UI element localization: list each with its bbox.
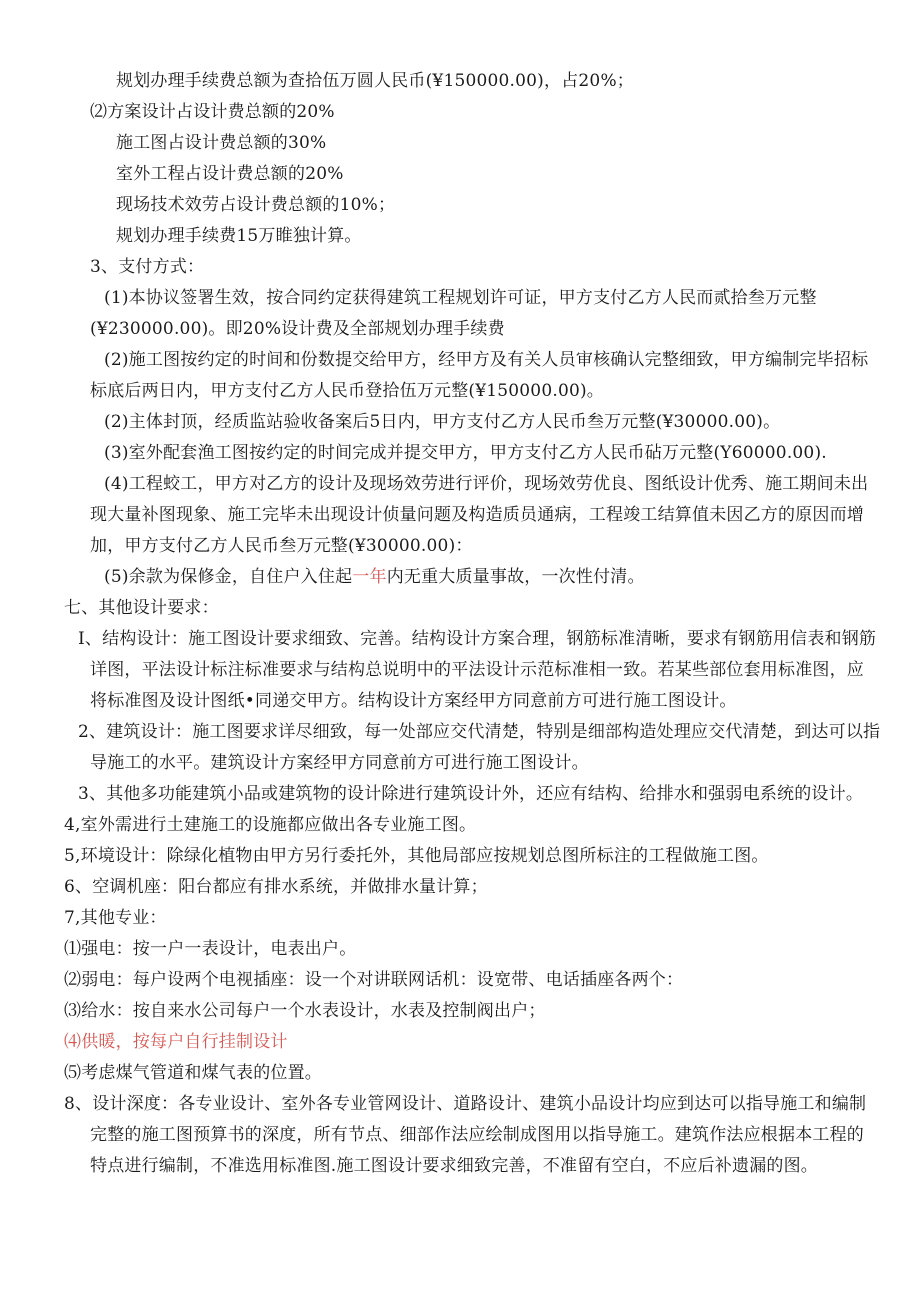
- text-line: ⑸考虑煤气管道和煤气表的位置。: [64, 1063, 322, 1083]
- text-line: 3、其他多功能建筑小品或建筑物的设计除进行建筑设计外，还应有结构、给排水和强弱电系统的设计。: [78, 784, 864, 804]
- text-line: 现大量补图现象、施工完毕未出现设计侦量问题及构造质员通病，工程竣工结算值未因乙方的原因而增: [90, 505, 864, 525]
- text-line: 7,其他专业：: [64, 908, 167, 928]
- text-line: [104, 566, 645, 588]
- text-line: (3)室外配套渔工图按约定的时间完成并提交甲方，甲方支付乙方人民币砧万元整(Y60000.00).: [104, 443, 827, 463]
- text-line: 室外工程占设计费总额的20%: [116, 164, 344, 184]
- text-line: I、结构设计：施工图设计要求细致、完善。结构设计方案合理，钢筋标准清晰，要求有钢筋用信表和钢筋: [78, 629, 877, 649]
- text-line: ⑴强电：按一户一表设计，电表出户。: [64, 939, 357, 959]
- text-line: 8、设计深度：各专业设计、室外各专业管网设计、道路设计、建筑小品设计均应到达可以指导施工和编制: [64, 1094, 867, 1114]
- text-line: 加，甲方支付乙方人民币叁万元整(¥30000.00)：: [90, 536, 473, 556]
- text-line: 2、建筑设计：施工图要求详尽细致，每一处部应交代清楚，特别是细部构造处理应交代清楚，到达可以指: [78, 722, 881, 742]
- text-line: 规划办理手续费15万睢独计算。: [116, 226, 362, 246]
- text-line: ⑵弱电：每户设两个电视插座：设一个对讲联网话机：设宽带、电话插座各两个：: [64, 970, 684, 990]
- text-span: 内无重大质量事故，一次性付清。: [386, 567, 645, 587]
- text-line: 规划办理手续费总额为查拾伍万圆人民币(¥150000.00)，占20%；: [116, 71, 634, 91]
- text-line: 施工图占设计费总额的30%: [116, 133, 327, 153]
- text-span: (5)余款为保修金，自住户入住起: [104, 567, 353, 587]
- section-heading: 3、支付方式：: [90, 257, 205, 277]
- section-heading: 七、其他设计要求：: [64, 598, 219, 618]
- text-line: 标底后两日内，甲方支付乙方人民币登拾伍万元整(¥150000.00)。: [90, 381, 605, 401]
- text-line: (2)施工图按约定的时间和份数提交给甲方，经甲方及有关人员审核确认完整细致，甲方编制完毕招标: [104, 350, 869, 370]
- text-line: 5,环境设计：除绿化植物由甲方另行委托外，其他局部应按规划总图所标注的工程做施工图。: [64, 846, 769, 866]
- text-line: 完整的施工图预算书的深度，所有节点、细部作法应绘制成图用以指导施工。建筑作法应根据本工程的: [90, 1125, 864, 1145]
- text-line: 现场技术效劳占设计费总额的10%；: [116, 195, 396, 215]
- text-line: (¥230000.00)。即20%设计费及全部规划办理手续费: [90, 319, 505, 339]
- text-line: (4)工程蛟工，甲方对乙方的设计及现场效劳进行评价，现场效劳优良、图纸设计优秀、施工期间未出: [104, 474, 869, 494]
- text-line: 6、空调机座：阳台都应有排水系统，并做排水量计算；: [64, 877, 488, 897]
- text-line: ⑵方案设计占设计费总额的20%: [90, 102, 335, 122]
- text-line: 4,室外需进行土建施工的设施都应做出各专业施工图。: [64, 815, 477, 835]
- text-line: 详图，平法设计标注标准要求与结构总说明中的平法设计示范标准相一致。若某些部位套用标准图，应: [90, 660, 864, 680]
- text-line: (2)主体封顶，经质监站验收备案后5日内，甲方支付乙方人民币叁万元整(¥30000.00)。: [104, 412, 781, 432]
- text-line: 特点进行编制，不准选用标准图.施工图设计要求细致完善，不准留有空白，不应后补遗漏的图。: [90, 1156, 819, 1176]
- highlight-text: ⑷供暖，按每户自行挂制设计: [64, 1032, 288, 1052]
- text-line: (1)本协议签署生效，按合同约定获得建筑工程规划许可证，甲方支付乙方人民而贰拾叁万元整: [104, 288, 817, 308]
- highlight-text: 一年: [352, 567, 387, 587]
- text-line: 将标准图及设计图纸•同递交甲方。结构设计方案经甲方同意前方可进行施工图设计。: [90, 691, 737, 711]
- text-line: 导施工的水平。建筑设计方案经甲方同意前方可进行施工图设计。: [90, 753, 589, 773]
- text-line: ⑶给水：按自来水公司每户一个水表设计，水表及控制阀出户；: [64, 1001, 546, 1021]
